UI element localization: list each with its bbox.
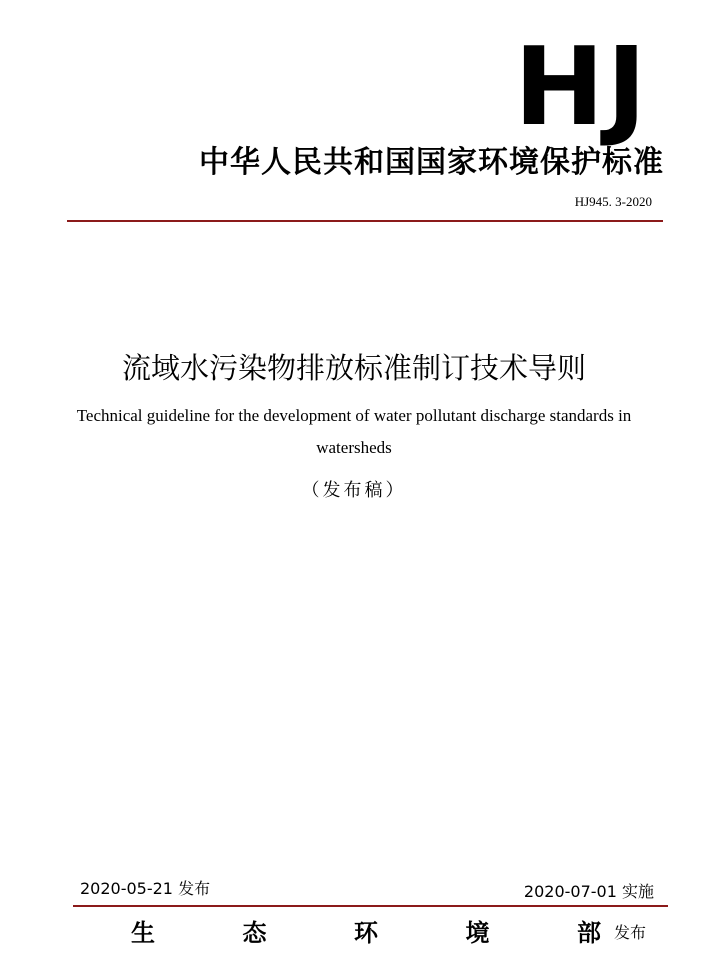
- document-title-english: Technical guideline for the development of water pollutant discharge standards in watersheds: [76, 406, 632, 457]
- ministry-char: 境: [465, 919, 490, 947]
- draft-status: （发布稿）: [301, 480, 407, 501]
- hj-logo: HJ: [514, 25, 649, 150]
- bottom-divider: [73, 905, 668, 907]
- standard-number: HJ945. 3-2020: [574, 194, 652, 209]
- ministry-char: 部: [577, 919, 601, 947]
- issuing-ministry: [131, 913, 601, 948]
- top-divider: [67, 220, 663, 222]
- ministry-char: 环: [354, 919, 378, 947]
- ministry-char: 态: [242, 919, 267, 947]
- document-title-chinese: 流域水污染物排放标准制订技术导则: [121, 351, 586, 385]
- effective-date: 2020-07-01 实施: [523, 882, 654, 901]
- issue-date: 2020-05-21 发布: [80, 879, 211, 898]
- ministry-publish-label: 发布: [614, 923, 647, 942]
- issuer-title: 中华人民共和国国家环境保护标准: [199, 145, 664, 180]
- ministry-char: 生: [131, 919, 155, 947]
